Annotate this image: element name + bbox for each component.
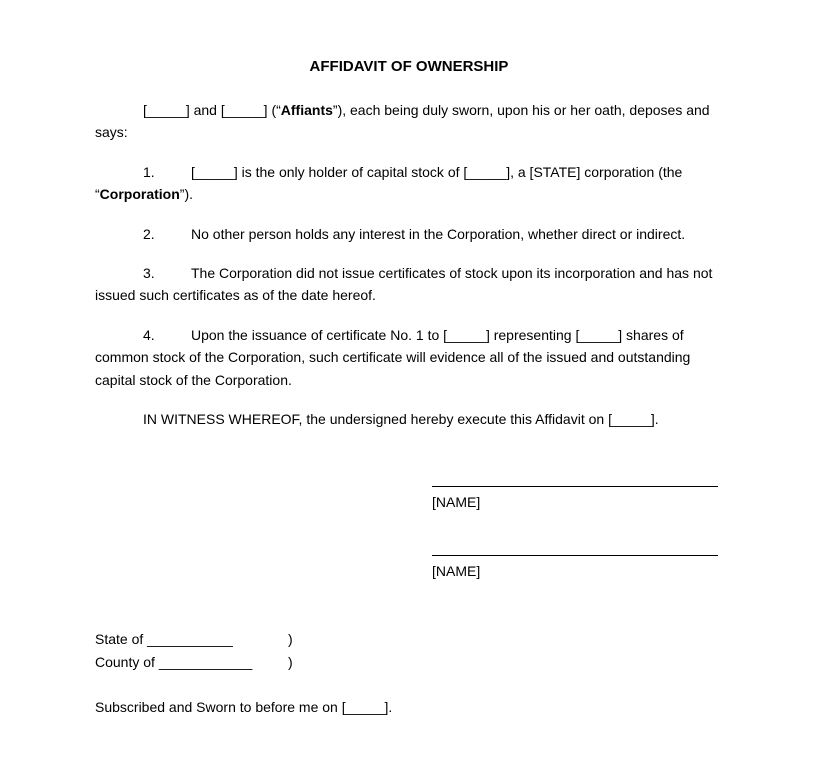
signature-group-2 [432,555,718,582]
item-1-number: 1. [143,163,155,180]
item-1-text-pre: [_____] is the only holder of capital stock of [_____], a [STATE] corporation (the “ [95,163,683,203]
intro-text-bold-affiants: Affiants [280,102,333,118]
signature-group-1 [432,486,718,513]
notary-block [95,628,723,718]
item-4-text: Upon the issuance of certificate No. 1 to [_____] representing [_____] shares of common stock of the Corporation, such certificate will evidence all of the issued and outstanding capital stock of the Corporation. [95,326,691,388]
signature-block [95,486,723,582]
item-1-text-bold-corporation: Corporation [99,186,180,203]
item-3-text: The Corporation did not issue certificates of stock upon its incorporation and has not issued such certificates as of the date hereof. [95,265,713,304]
document-content [95,58,723,719]
subscribed-clause: Subscribed and Sworn to before me on [_____]. [95,699,393,716]
numbered-item-1 [95,161,723,206]
signature-name-label-1: [NAME] [432,494,481,511]
county-paren: ) [288,653,293,670]
item-3-number: 3. [143,265,155,282]
item-4-number: 4. [143,326,155,343]
item-2-number: 2. [143,225,155,242]
state-label: State of ___________ [95,631,233,648]
signature-name-label-2: [NAME] [432,563,481,580]
state-row [95,628,723,650]
state-paren: ) [288,631,293,648]
intro-paragraph [95,99,723,144]
numbered-item-2 [95,223,723,245]
item-1-text-post: ”). [179,186,193,203]
numbered-item-3 [95,262,723,307]
witness-clause: IN WITNESS WHEREOF, the undersigned hereby execute this Affidavit on [_____]. [143,411,659,428]
item-2-text: No other person holds any interest in the Corporation, whether direct or indirect. [191,225,686,242]
intro-text-pre: [_____] and [_____] (“ [143,102,281,118]
intro-text-post: ”), each being duly sworn, upon his or her oath, deposes and says: [95,102,710,141]
county-row [95,651,723,673]
numbered-item-4 [95,324,723,391]
document-title: AFFIDAVIT OF OWNERSHIP [309,58,509,75]
county-label: County of ____________ [95,653,253,670]
